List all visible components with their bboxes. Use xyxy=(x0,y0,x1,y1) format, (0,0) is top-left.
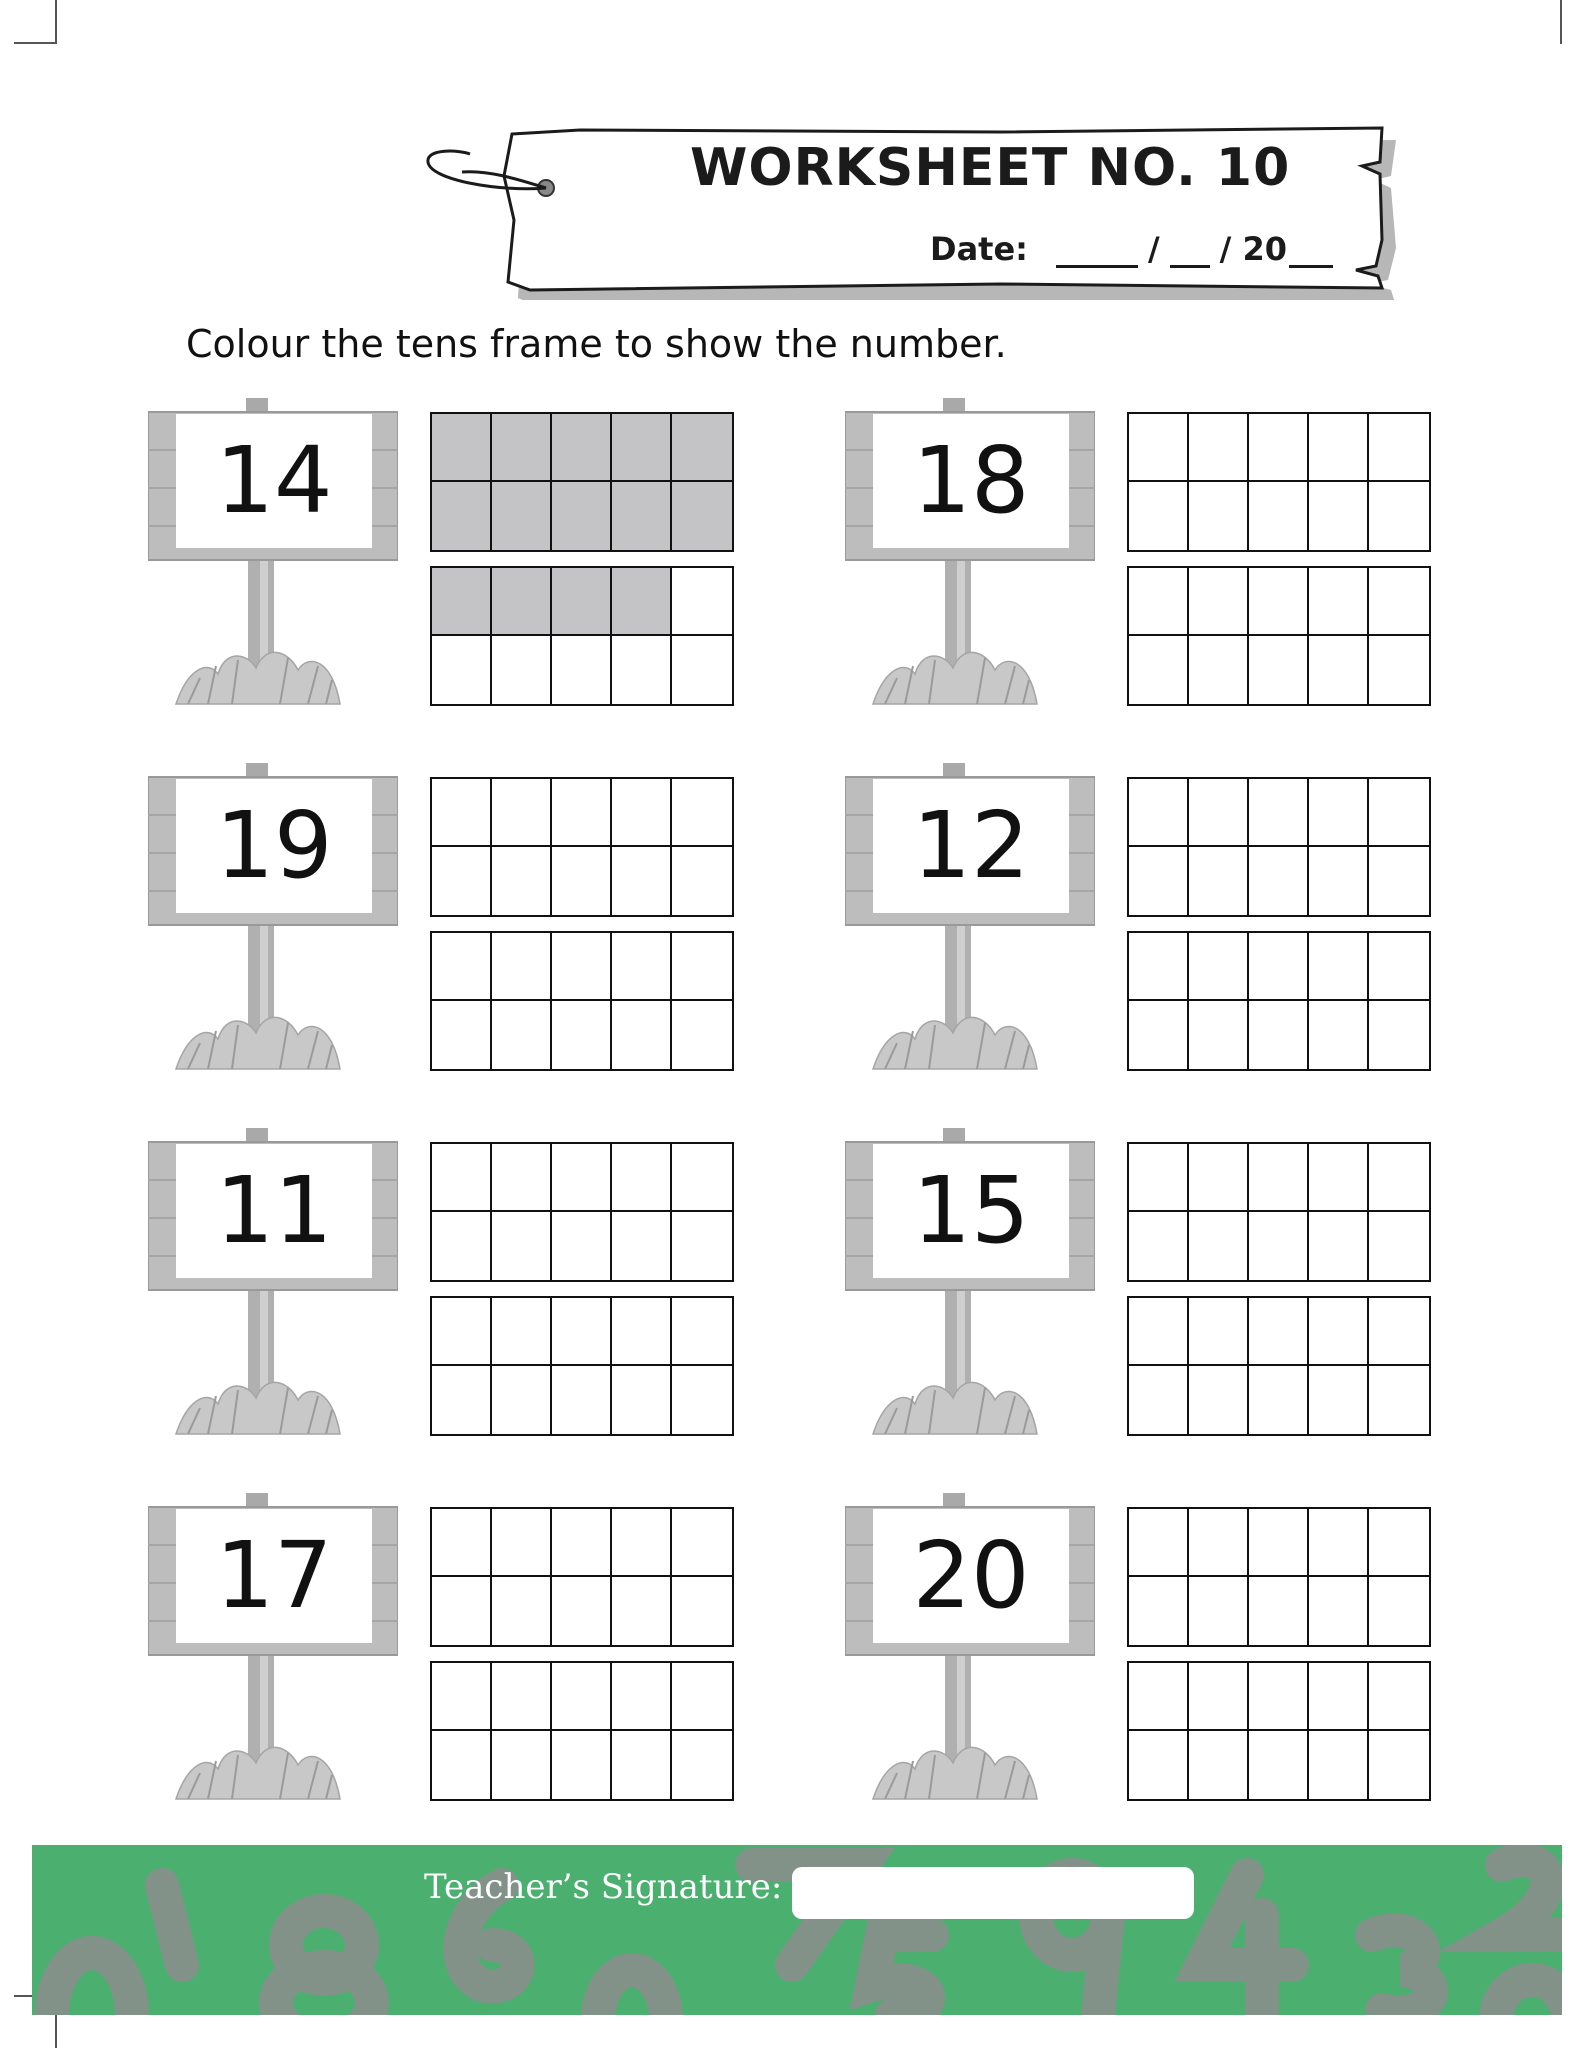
ten-frame-cell[interactable] xyxy=(1369,1144,1429,1212)
number-signpost xyxy=(845,1128,1095,1438)
ten-frame-cell[interactable] xyxy=(1249,1001,1309,1069)
number-item xyxy=(845,763,1465,1073)
ten-frame-cell[interactable] xyxy=(1309,779,1369,847)
ten-frame-cell[interactable] xyxy=(1129,1577,1189,1645)
ten-frame-cell[interactable] xyxy=(1189,568,1249,636)
number-signpost xyxy=(148,763,398,1073)
ten-frame-cell[interactable] xyxy=(1129,1212,1189,1280)
ten-frame xyxy=(430,412,734,552)
ten-frame-cell[interactable] xyxy=(672,1212,732,1280)
ten-frame-cell[interactable] xyxy=(672,1509,732,1577)
ten-frame-cell[interactable] xyxy=(492,1577,552,1645)
ten-frame-cell[interactable] xyxy=(1249,414,1309,482)
ten-frame-cell[interactable] xyxy=(672,1001,732,1069)
ten-frame-cell[interactable] xyxy=(1129,636,1189,704)
ten-frame-cell[interactable] xyxy=(492,1366,552,1434)
crop-mark xyxy=(55,2010,57,2048)
ten-frame-cell[interactable] xyxy=(1249,1509,1309,1577)
ten-frame-cell[interactable] xyxy=(1369,482,1429,550)
ten-frame-cell[interactable] xyxy=(552,933,612,1001)
footer-band xyxy=(32,1845,1562,2015)
ten-frame-cell[interactable] xyxy=(552,568,612,636)
ten-frame-cell[interactable] xyxy=(432,847,492,915)
ten-frame-cell[interactable] xyxy=(1129,847,1189,915)
ten-frame-cell[interactable] xyxy=(672,414,732,482)
ten-frame-cell[interactable] xyxy=(432,568,492,636)
target-number: 14 xyxy=(215,426,333,534)
ten-frame-cell[interactable] xyxy=(1189,414,1249,482)
ten-frame-cell[interactable] xyxy=(1249,1366,1309,1434)
ten-frame xyxy=(430,931,734,1071)
ten-frame xyxy=(430,777,734,917)
target-number: 20 xyxy=(912,1521,1030,1629)
ten-frame xyxy=(1127,1507,1431,1647)
ten-frame-cell[interactable] xyxy=(492,1144,552,1212)
ten-frame-cell[interactable] xyxy=(1369,568,1429,636)
ten-frame-cell[interactable] xyxy=(1249,1298,1309,1366)
ten-frame xyxy=(430,566,734,706)
ten-frame-cell[interactable] xyxy=(1189,1298,1249,1366)
ten-frame-cell[interactable] xyxy=(1369,933,1429,1001)
double-ten-frame xyxy=(1127,412,1431,706)
ten-frame-cell[interactable] xyxy=(1129,1731,1189,1799)
ten-frame-cell[interactable] xyxy=(612,1001,672,1069)
double-ten-frame xyxy=(1127,1507,1431,1801)
number-item xyxy=(845,398,1465,708)
ten-frame-cell[interactable] xyxy=(432,1298,492,1366)
ten-frame-cell[interactable] xyxy=(552,1298,612,1366)
ten-frame-cell[interactable] xyxy=(1309,1298,1369,1366)
ten-frame-cell[interactable] xyxy=(1129,568,1189,636)
ten-frame-cell[interactable] xyxy=(552,779,612,847)
ten-frame-cell[interactable] xyxy=(672,1731,732,1799)
number-signpost xyxy=(845,1493,1095,1803)
ten-frame-cell[interactable] xyxy=(432,414,492,482)
ten-frame-cell[interactable] xyxy=(432,1212,492,1280)
ten-frame-cell[interactable] xyxy=(612,482,672,550)
ten-frame-cell[interactable] xyxy=(492,847,552,915)
ten-frame xyxy=(430,1142,734,1282)
ten-frame-cell[interactable] xyxy=(1129,933,1189,1001)
double-ten-frame xyxy=(1127,777,1431,1071)
target-number: 19 xyxy=(215,791,333,899)
ten-frame-cell[interactable] xyxy=(1309,1001,1369,1069)
ten-frame-cell[interactable] xyxy=(492,636,552,704)
teacher-signature-label: Teacher’s Signature: xyxy=(424,1867,783,1907)
date-month-blank[interactable] xyxy=(1170,237,1210,268)
double-ten-frame xyxy=(1127,1142,1431,1436)
ten-frame-cell[interactable] xyxy=(1249,933,1309,1001)
ten-frame-cell[interactable] xyxy=(612,1509,672,1577)
ten-frame-cell[interactable] xyxy=(1249,1212,1309,1280)
number-signpost xyxy=(148,1493,398,1803)
number-item xyxy=(148,398,768,708)
ten-frame-cell[interactable] xyxy=(1129,779,1189,847)
ten-frame-cell[interactable] xyxy=(1189,1001,1249,1069)
ten-frame-cell[interactable] xyxy=(1309,414,1369,482)
ten-frame xyxy=(430,1507,734,1647)
ten-frame-cell[interactable] xyxy=(552,1144,612,1212)
ten-frame-cell[interactable] xyxy=(1189,1577,1249,1645)
ten-frame-cell[interactable] xyxy=(432,1509,492,1577)
ten-frame-cell[interactable] xyxy=(432,1366,492,1434)
crop-mark xyxy=(55,0,57,44)
ten-frame-cell[interactable] xyxy=(552,414,612,482)
ten-frame-cell[interactable] xyxy=(1129,1298,1189,1366)
ten-frame-cell[interactable] xyxy=(1309,568,1369,636)
ten-frame-cell[interactable] xyxy=(1129,1144,1189,1212)
target-number: 18 xyxy=(912,426,1030,534)
ten-frame-cell[interactable] xyxy=(1189,1366,1249,1434)
ten-frame-cell[interactable] xyxy=(552,482,612,550)
ten-frame-cell[interactable] xyxy=(1369,636,1429,704)
number-signpost xyxy=(845,398,1095,708)
ten-frame-cell[interactable] xyxy=(1189,1731,1249,1799)
ten-frame-cell[interactable] xyxy=(1309,933,1369,1001)
ten-frame-cell[interactable] xyxy=(1189,779,1249,847)
ten-frame-cell[interactable] xyxy=(1129,482,1189,550)
number-item xyxy=(148,1128,768,1438)
number-item xyxy=(845,1128,1465,1438)
teacher-signature-box[interactable] xyxy=(792,1867,1194,1919)
ten-frame-cell[interactable] xyxy=(1249,847,1309,915)
ten-frame-cell[interactable] xyxy=(672,636,732,704)
ten-frame-cell[interactable] xyxy=(1189,1509,1249,1577)
ten-frame xyxy=(1127,1661,1431,1801)
target-number: 17 xyxy=(215,1521,333,1629)
ten-frame-cell[interactable] xyxy=(1369,1366,1429,1434)
ten-frame-cell[interactable] xyxy=(1369,1663,1429,1731)
ten-frame-cell[interactable] xyxy=(1249,779,1309,847)
ten-frame xyxy=(1127,777,1431,917)
number-signpost xyxy=(148,1128,398,1438)
ten-frame-cell[interactable] xyxy=(1309,1212,1369,1280)
ten-frame-cell[interactable] xyxy=(492,1298,552,1366)
worksheet-title: WORKSHEET NO. 10 xyxy=(690,138,1291,198)
ten-frame-cell[interactable] xyxy=(672,933,732,1001)
ten-frame-cell[interactable] xyxy=(1369,1001,1429,1069)
date-row xyxy=(930,230,1333,268)
ten-frame xyxy=(1127,931,1431,1071)
ten-frame-cell[interactable] xyxy=(492,933,552,1001)
crop-mark xyxy=(1560,0,1562,44)
ten-frame-cell[interactable] xyxy=(492,1663,552,1731)
ten-frame-cell[interactable] xyxy=(672,847,732,915)
ten-frame-cell[interactable] xyxy=(612,568,672,636)
worksheet-banner xyxy=(400,120,1400,300)
ten-frame-cell[interactable] xyxy=(552,1001,612,1069)
ten-frame-cell[interactable] xyxy=(1129,1001,1189,1069)
ten-frame-cell[interactable] xyxy=(492,1731,552,1799)
ten-frame-cell[interactable] xyxy=(1189,1663,1249,1731)
date-year-prefix: / 20 xyxy=(1219,230,1287,268)
ten-frame-cell[interactable] xyxy=(1249,1731,1309,1799)
ten-frame-cell[interactable] xyxy=(1369,1212,1429,1280)
ten-frame-cell[interactable] xyxy=(672,1144,732,1212)
double-ten-frame xyxy=(430,777,734,1071)
ten-frame-cell[interactable] xyxy=(552,1509,612,1577)
date-separator: / xyxy=(1147,230,1160,268)
ten-frame-cell[interactable] xyxy=(552,1731,612,1799)
ten-frame-cell[interactable] xyxy=(432,1001,492,1069)
ten-frame-cell[interactable] xyxy=(1249,1144,1309,1212)
ten-frame-cell[interactable] xyxy=(612,1144,672,1212)
ten-frame-cell[interactable] xyxy=(1309,847,1369,915)
ten-frame-cell[interactable] xyxy=(1309,636,1369,704)
ten-frame-cell[interactable] xyxy=(612,1366,672,1434)
number-item xyxy=(148,1493,768,1803)
ten-frame-cell[interactable] xyxy=(1249,1663,1309,1731)
number-signpost xyxy=(845,763,1095,1073)
ten-frame-cell[interactable] xyxy=(552,1663,612,1731)
ten-frame-cell[interactable] xyxy=(1249,482,1309,550)
ten-frame-cell[interactable] xyxy=(432,1577,492,1645)
date-day-blank[interactable] xyxy=(1056,237,1138,268)
ten-frame-cell[interactable] xyxy=(492,414,552,482)
ten-frame-cell[interactable] xyxy=(1369,1731,1429,1799)
ten-frame xyxy=(1127,412,1431,552)
ten-frame-cell[interactable] xyxy=(1189,933,1249,1001)
ten-frame-cell[interactable] xyxy=(612,636,672,704)
ten-frame-cell[interactable] xyxy=(1369,1577,1429,1645)
date-year-blank[interactable] xyxy=(1289,237,1333,268)
ten-frame xyxy=(430,1661,734,1801)
ten-frame-cell[interactable] xyxy=(612,1731,672,1799)
ten-frame-cell[interactable] xyxy=(1309,1663,1369,1731)
ten-frame xyxy=(1127,1142,1431,1282)
crop-mark xyxy=(14,42,57,44)
ten-frame-cell[interactable] xyxy=(1309,1509,1369,1577)
ten-frame-cell[interactable] xyxy=(672,482,732,550)
ten-frame-cell[interactable] xyxy=(492,482,552,550)
ten-frame-cell[interactable] xyxy=(492,1001,552,1069)
ten-frame-cell[interactable] xyxy=(1129,1663,1189,1731)
ten-frame-cell[interactable] xyxy=(612,1298,672,1366)
ten-frame xyxy=(1127,566,1431,706)
ten-frame-cell[interactable] xyxy=(1129,414,1189,482)
ten-frame-cell[interactable] xyxy=(492,1509,552,1577)
ten-frame-cell[interactable] xyxy=(672,1577,732,1645)
date-label: Date: xyxy=(930,230,1028,268)
ten-frame-cell[interactable] xyxy=(612,779,672,847)
ten-frame-cell[interactable] xyxy=(672,779,732,847)
ten-frame-cell[interactable] xyxy=(1129,1509,1189,1577)
ten-frame-cell[interactable] xyxy=(552,636,612,704)
ten-frame-cell[interactable] xyxy=(1189,1144,1249,1212)
ten-frame-cell[interactable] xyxy=(612,1212,672,1280)
ten-frame-cell[interactable] xyxy=(432,636,492,704)
target-number: 15 xyxy=(912,1156,1030,1264)
ten-frame xyxy=(430,1296,734,1436)
ten-frame-cell[interactable] xyxy=(1369,779,1429,847)
ten-frame-cell[interactable] xyxy=(1189,482,1249,550)
ten-frame-cell[interactable] xyxy=(1309,1577,1369,1645)
ten-frame-cell[interactable] xyxy=(432,1144,492,1212)
double-ten-frame xyxy=(430,1507,734,1801)
ten-frame-cell[interactable] xyxy=(432,482,492,550)
double-ten-frame xyxy=(430,412,734,706)
target-number: 11 xyxy=(215,1156,333,1264)
ten-frame-cell[interactable] xyxy=(672,1298,732,1366)
ten-frame-cell[interactable] xyxy=(492,779,552,847)
ten-frame-cell[interactable] xyxy=(1249,636,1309,704)
ten-frame-cell[interactable] xyxy=(492,1212,552,1280)
ten-frame-cell[interactable] xyxy=(552,1577,612,1645)
ten-frame-cell[interactable] xyxy=(612,1663,672,1731)
number-signpost xyxy=(148,398,398,708)
target-number: 12 xyxy=(912,791,1030,899)
ten-frame-cell[interactable] xyxy=(492,568,552,636)
ten-frame-cell[interactable] xyxy=(1369,847,1429,915)
ten-frame-cell[interactable] xyxy=(1129,1366,1189,1434)
ten-frame-cell[interactable] xyxy=(672,568,732,636)
number-item xyxy=(845,1493,1465,1803)
ten-frame-cell[interactable] xyxy=(1369,414,1429,482)
ten-frame-cell[interactable] xyxy=(432,933,492,1001)
ten-frame-cell[interactable] xyxy=(612,414,672,482)
ten-frame-cell[interactable] xyxy=(552,847,612,915)
ten-frame xyxy=(1127,1296,1431,1436)
number-item xyxy=(148,763,768,1073)
ten-frame-cell[interactable] xyxy=(1309,1731,1369,1799)
ten-frame-cell[interactable] xyxy=(1249,1577,1309,1645)
ten-frame-cell[interactable] xyxy=(432,779,492,847)
instruction-text: Colour the tens frame to show the number. xyxy=(186,322,1007,366)
ten-frame-cell[interactable] xyxy=(1369,1298,1429,1366)
ten-frame-cell[interactable] xyxy=(552,1366,612,1434)
ten-frame-cell[interactable] xyxy=(1369,1509,1429,1577)
ten-frame-cell[interactable] xyxy=(1309,1366,1369,1434)
ten-frame-cell[interactable] xyxy=(672,1366,732,1434)
ten-frame-cell[interactable] xyxy=(612,933,672,1001)
ten-frame-cell[interactable] xyxy=(552,1212,612,1280)
ten-frame-cell[interactable] xyxy=(1189,1212,1249,1280)
ten-frame-cell[interactable] xyxy=(612,847,672,915)
ten-frame-cell[interactable] xyxy=(432,1731,492,1799)
ten-frame-cell[interactable] xyxy=(1309,482,1369,550)
ten-frame-cell[interactable] xyxy=(1249,568,1309,636)
ten-frame-cell[interactable] xyxy=(672,1663,732,1731)
ten-frame-cell[interactable] xyxy=(612,1577,672,1645)
ten-frame-cell[interactable] xyxy=(432,1663,492,1731)
double-ten-frame xyxy=(430,1142,734,1436)
ten-frame-cell[interactable] xyxy=(1309,1144,1369,1212)
ten-frame-cell[interactable] xyxy=(1189,847,1249,915)
ten-frame-cell[interactable] xyxy=(1189,636,1249,704)
